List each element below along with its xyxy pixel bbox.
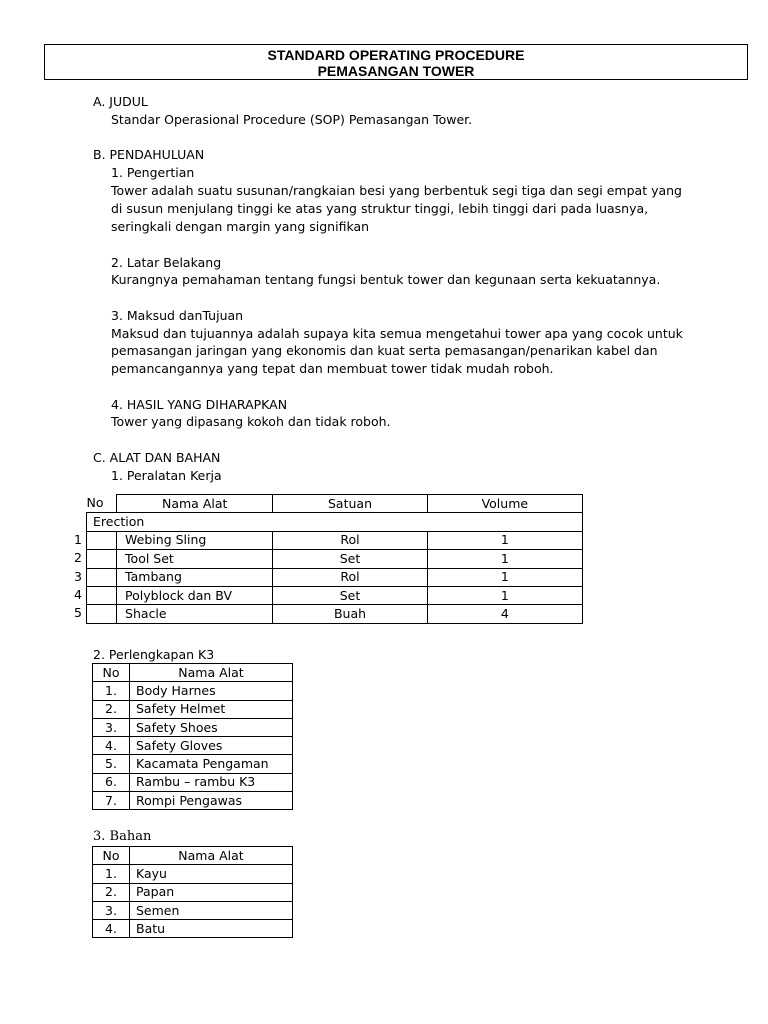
cell-name: Tool Set xyxy=(117,550,273,568)
cell-unit: Rol xyxy=(273,531,427,549)
cell-volume: 1 xyxy=(427,531,582,549)
cell-no: 5. xyxy=(93,755,130,773)
section-b4-text: Tower yang dipasang kokoh dan tidak roboh. xyxy=(111,414,391,429)
cell-no: 2. xyxy=(93,700,130,718)
section-b3-heading: 3. Maksud danTujuan xyxy=(111,308,244,323)
cell-volume: 1 xyxy=(427,550,582,568)
cell-no: 4. xyxy=(93,737,130,755)
cell-blank xyxy=(87,586,117,604)
cell-name: Batu xyxy=(130,920,293,938)
section-a-text: Standar Operasional Procedure (SOP) Pemasangan Tower. xyxy=(111,112,473,127)
table1-group-spacer xyxy=(60,512,86,530)
row-number: 3 xyxy=(74,568,82,584)
cell-blank xyxy=(87,605,117,623)
section-c1-heading: 1. Peralatan Kerja xyxy=(111,468,222,483)
table-header-row xyxy=(93,847,293,865)
cell-blank xyxy=(87,531,117,549)
header-cell-volume: Volume xyxy=(427,495,582,513)
cell-no: 1. xyxy=(93,682,130,700)
cell-blank xyxy=(87,550,117,568)
header-cell-name: Nama Alat xyxy=(130,664,293,682)
table-row xyxy=(87,568,583,586)
row-number: 4 xyxy=(74,586,82,602)
section-b1-line: di susun menjulang tinggi ke atas yang struktur tinggi, lebih tinggi dari pada luasnya, xyxy=(111,201,649,216)
cell-unit: Set xyxy=(273,586,427,604)
cell-name: Kacamata Pengaman xyxy=(130,755,293,773)
cell-volume: 1 xyxy=(427,586,582,604)
cell-unit: Rol xyxy=(273,568,427,586)
cell-name: Safety Helmet xyxy=(130,700,293,718)
cell-no: 4. xyxy=(93,920,130,938)
section-b1-line: Tower adalah suatu susunan/rangkaian besi yang berbentuk segi tiga dan segi empat yang xyxy=(111,183,682,198)
cell-name: Webing Sling xyxy=(117,531,273,549)
cell-name: Safety Shoes xyxy=(130,718,293,736)
cell-no: 7. xyxy=(93,792,130,810)
table-row xyxy=(93,700,293,718)
cell-name: Kayu xyxy=(130,865,293,883)
section-b1-heading: 1. Pengertian xyxy=(111,165,195,180)
table-row xyxy=(93,901,293,919)
section-c-heading: C. ALAT DAN BAHAN xyxy=(93,450,221,465)
cell-volume: 4 xyxy=(427,605,582,623)
row-number: 1 xyxy=(74,531,82,547)
equipment-table xyxy=(86,494,583,624)
table-row xyxy=(93,755,293,773)
header-cell-no: No xyxy=(93,664,130,682)
cell-name: Shacle xyxy=(117,605,273,623)
table-group-row xyxy=(87,513,583,531)
table-row xyxy=(93,883,293,901)
section-b2-text: Kurangnya pemahaman tentang fungsi bentuk tower dan kegunaan serta kekuatannya. xyxy=(111,272,661,287)
table-row xyxy=(93,718,293,736)
section-b3-line: pemasangan jaringan yang ekonomis dan kuat serta pemasangan/penarikan kabel dan xyxy=(111,343,658,358)
cell-no: 3. xyxy=(93,718,130,736)
k3-equipment-table xyxy=(92,663,293,810)
table1-outer-numbers xyxy=(60,494,86,623)
section-b2-heading: 2. Latar Belakang xyxy=(111,255,222,270)
cell-name: Semen xyxy=(130,901,293,919)
section-c3-heading: 3. Bahan xyxy=(93,829,152,844)
cell-volume: 1 xyxy=(427,568,582,586)
cell-no: 3. xyxy=(93,901,130,919)
title-line-2: PEMASANGAN TOWER xyxy=(317,63,475,79)
cell-name: Body Harnes xyxy=(130,682,293,700)
table-row xyxy=(87,586,583,604)
header-cell-no: No xyxy=(87,495,117,513)
cell-name: Safety Gloves xyxy=(130,737,293,755)
cell-no: 6. xyxy=(93,773,130,791)
section-c2-heading: 2. Perlengkapan K3 xyxy=(93,647,215,662)
header-cell-name: Nama Alat xyxy=(117,495,273,513)
section-b1-line: seringkali dengan margin yang signifikan xyxy=(111,219,370,234)
table-row xyxy=(87,550,583,568)
row-number: 5 xyxy=(74,605,82,621)
table-header-row xyxy=(93,664,293,682)
section-b-heading: B. PENDAHULUAN xyxy=(93,147,205,162)
header-cell-unit: Satuan xyxy=(273,495,427,513)
header-cell-no: No xyxy=(93,847,130,865)
table-row xyxy=(87,531,583,549)
cell-unit: Set xyxy=(273,550,427,568)
cell-blank xyxy=(87,568,117,586)
table-row xyxy=(93,865,293,883)
table-header-row xyxy=(87,495,583,513)
group-cell: Erection xyxy=(87,513,583,531)
table-row xyxy=(93,737,293,755)
table1-header-spacer xyxy=(60,494,86,512)
cell-no: 1. xyxy=(93,865,130,883)
table-row xyxy=(93,920,293,938)
cell-name: Tambang xyxy=(117,568,273,586)
section-b3-line: Maksud dan tujuannya adalah supaya kita semua mengetahui tower apa yang cocok untuk xyxy=(111,326,683,341)
cell-name: Papan xyxy=(130,883,293,901)
cell-unit: Buah xyxy=(273,605,427,623)
cell-no: 2. xyxy=(93,883,130,901)
cell-name: Rambu – rambu K3 xyxy=(130,773,293,791)
title-box xyxy=(44,44,748,80)
table-row xyxy=(93,773,293,791)
title-line-1: STANDARD OPERATING PROCEDURE xyxy=(267,47,525,63)
materials-table xyxy=(92,846,293,938)
cell-name: Polyblock dan BV xyxy=(117,586,273,604)
table-row xyxy=(93,682,293,700)
section-a-heading: A. JUDUL xyxy=(93,94,148,109)
table-row xyxy=(87,605,583,623)
row-number: 2 xyxy=(74,550,82,566)
section-b4-heading: 4. HASIL YANG DIHARAPKAN xyxy=(111,397,288,412)
section-b3-line: pemancangannya yang tepat dan membuat tower tidak mudah roboh. xyxy=(111,361,554,376)
table-row xyxy=(93,792,293,810)
header-cell-name: Nama Alat xyxy=(130,847,293,865)
cell-name: Rompi Pengawas xyxy=(130,792,293,810)
